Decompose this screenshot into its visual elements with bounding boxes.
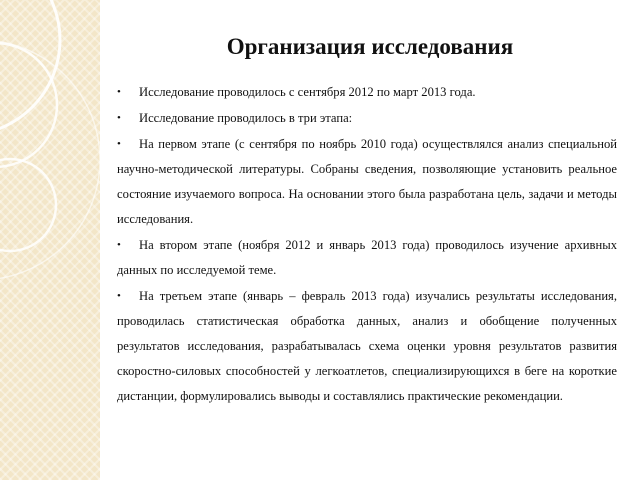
bullet-text: На третьем этапе (январь – февраль 2013 года) изучались результаты исследования, проводилась статистическая обработка данных, анализ и обобщение полученных результатов исследования, разрабатывалась схема оценки уровня результатов развития скоростно-силовых способностей у легкоатлетов, специализирующихся в беге на короткие дистанции, формулировались выводы и составлялись практические рекомендации. — [117, 289, 617, 403]
bullet-icon: • — [117, 239, 121, 251]
bullet-item — [117, 284, 617, 409]
bullet-icon: • — [117, 138, 121, 150]
bullet-item — [117, 132, 617, 232]
slide-title: Организация исследования — [226, 34, 514, 59]
bullet-item — [117, 80, 617, 105]
bullet-icon: • — [117, 290, 121, 302]
bullet-text: На первом этапе (с сентября по ноябрь 2010 года) осуществлялся анализ специальной научно-методической литературы. Собраны сведения, позволяющие установить реальное состояние изучаемого вопроса. На основании этого была разработана цель, задачи и методы исследования. — [117, 137, 617, 226]
bullet-text: На втором этапе (ноября 2012 и январь 2013 года) проводилось изучение архивных данных по исследуемой теме. — [117, 238, 617, 277]
bullet-list — [117, 80, 617, 410]
bullet-text: Исследование проводилось в три этапа: — [139, 111, 353, 125]
bullet-icon: • — [117, 86, 121, 98]
bullet-item — [117, 106, 617, 131]
bullet-item — [117, 233, 617, 283]
bullet-text: Исследование проводилось с сентября 2012 по март 2013 года. — [139, 85, 476, 99]
bullet-icon: • — [117, 112, 121, 124]
